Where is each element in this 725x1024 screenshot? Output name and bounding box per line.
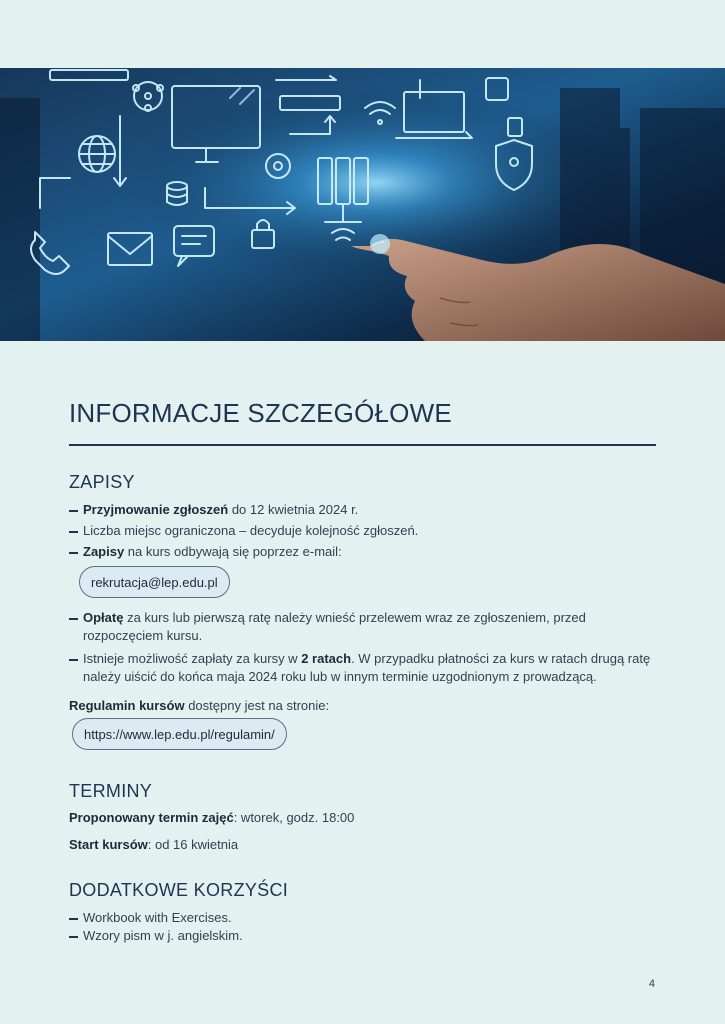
title-divider [69, 444, 656, 446]
list-item-text: Wzory pism w j. angielskim. [83, 928, 243, 943]
list-item-text: na kurs odbywają się poprzez e-mail: [124, 544, 342, 559]
section-heading-zapisy: ZAPISY [69, 472, 135, 492]
section-heading-korzysci: DODATKOWE KORZYŚCI [69, 880, 289, 900]
email-link[interactable]: rekrutacja@lep.edu.pl [79, 566, 230, 598]
dash-bullet [69, 918, 78, 920]
list-item-bold: 2 ratach [301, 651, 352, 666]
regulamin-line [69, 697, 329, 715]
list-item [69, 501, 656, 519]
list-item [69, 927, 656, 945]
list-item [69, 543, 656, 561]
list-item [69, 609, 656, 645]
list-item [69, 522, 656, 540]
dash-bullet [69, 659, 78, 661]
page-number: 4 [648, 978, 655, 990]
dash-bullet [69, 936, 78, 938]
list-item-text: Istnieje możliwość zapłaty za kursy w [83, 651, 302, 666]
list-item-text: . W przypadku płatności za kurs w ratach drugą ratę należy uiścić do końca maja 2024 roku lub w innym terminie uzgodnionym z prowadzącą. [83, 651, 651, 684]
list-item-bold: Opłatę [83, 610, 124, 625]
dash-bullet [69, 510, 78, 512]
list-item-text: do 12 kwietnia 2024 r. [228, 502, 359, 517]
list-item [69, 909, 656, 927]
list-item-text: Workbook with Exercises. [83, 910, 232, 925]
termin-bold: Proponowany termin zajęć [69, 810, 234, 825]
zapisy-list [69, 501, 656, 561]
list-item-bold: Zapisy [83, 544, 125, 559]
regulamin-bold: Regulamin kursów [69, 698, 185, 713]
korzysci-list [69, 909, 656, 945]
tech-network-illustration [0, 68, 725, 341]
list-item-text: Liczba miejsc ograniczona – decyduje kolejność zgłoszeń. [83, 523, 419, 538]
start-text: : od 16 kwietnia [147, 837, 239, 852]
start-line [69, 836, 238, 854]
page-title: INFORMACJE SZCZEGÓŁOWE [69, 398, 452, 428]
termin-line [69, 809, 354, 827]
regulamin-link[interactable]: https://www.lep.edu.pl/regulamin/ [72, 718, 287, 750]
regulamin-text: dostępny jest na stronie: [184, 698, 330, 713]
zapisy-list-2 [69, 609, 656, 686]
list-item-text: za kurs lub pierwszą ratę należy wnieść przelewem wraz ze zgłoszeniem, przed rozpoczęciem kursu. [83, 610, 586, 643]
section-heading-terminy: TERMINY [69, 781, 153, 801]
start-bold: Start kursów [69, 837, 148, 852]
list-item [69, 650, 656, 686]
dash-bullet [69, 531, 78, 533]
dash-bullet [69, 552, 78, 554]
list-item-bold: Przyjmowanie zgłoszeń [83, 502, 229, 517]
termin-text: : wtorek, godz. 18:00 [233, 810, 355, 825]
dash-bullet [69, 618, 78, 620]
hero-image [0, 68, 725, 341]
